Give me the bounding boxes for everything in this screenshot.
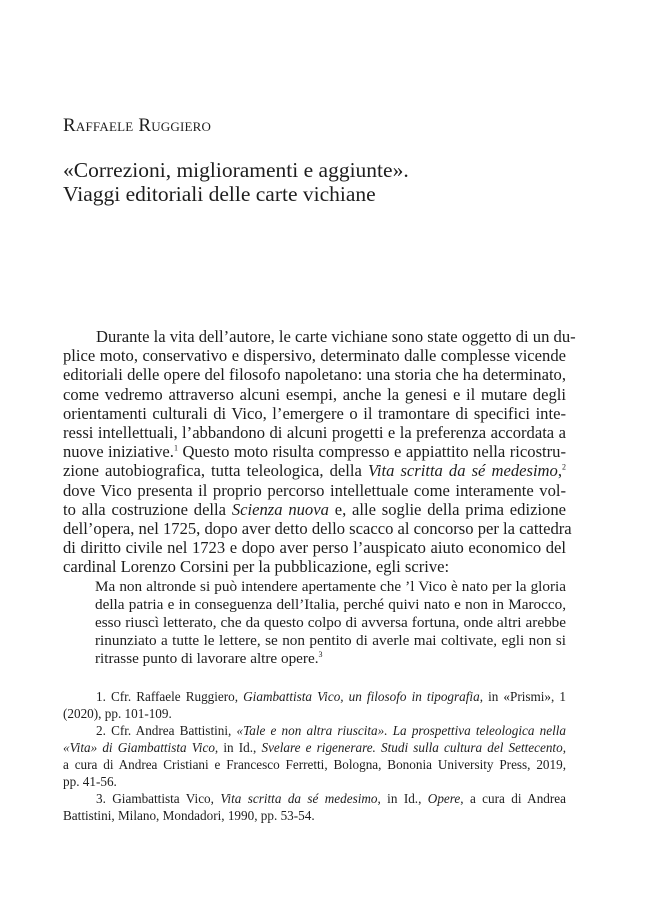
footnote-3 — [63, 790, 566, 807]
author-name: Raffaele Ruggiero — [63, 115, 212, 136]
footnote-text: 1. Cfr. Raffaele Ruggiero, — [96, 689, 244, 704]
body-line: orientamenti culturali di Vico, l’emergere o il tramontare di specifici inte- — [63, 403, 566, 423]
footnote-ref-1[interactable]: 1 — [173, 443, 178, 453]
footnote-text: , in Id., — [377, 791, 428, 806]
body-line: editoriali delle opere del filosofo napoletano: una storia che ha determinato, — [63, 365, 566, 385]
body-line — [63, 500, 566, 519]
footnote-italic: «Tale e non altra riuscita». La prospettiva teleologica nella — [236, 723, 567, 738]
footnote-italic: Vita scritta da sé medesimo — [220, 791, 378, 806]
footnote-ref-2[interactable]: 2 — [562, 462, 566, 472]
quote-line: della patria e in conseguenza dell’Italia, perché quivi nato e non in Marocco, — [95, 596, 566, 613]
footnote-2-cont — [63, 739, 566, 756]
quote-line: esso riuscì letterato, che da questo colpo di avversa fortuna, onde altri arebbe — [95, 614, 566, 631]
body-line — [63, 442, 566, 461]
body-line: di diritto civile nel 1723 e dopo aver perso l’auspicato aiuto economico del — [63, 538, 566, 558]
footnotes — [63, 688, 566, 824]
footnote-text: 2. Cfr. Andrea Battistini, — [96, 723, 237, 738]
body-line-text: e, alle soglie della prima edizione — [328, 499, 567, 519]
footnote-text: , — [562, 740, 566, 755]
quote-line: Ma non altronde si può intendere apertamente che ’l Vico è nato per la gloria — [95, 578, 566, 595]
work-title: Vita scritta da sé medesimo — [367, 461, 558, 481]
footnote-text: , in Id., — [214, 740, 262, 755]
body-line: ressi intellettuali, l’abbandono di alcuni progetti e la preferenza accordata a — [63, 422, 566, 442]
body-line: come vedremo attraverso alcuni esempi, anche la genesi e il mutare degli — [63, 384, 566, 404]
article-title — [63, 158, 409, 206]
footnote-text: 3. Giambattista Vico, — [96, 791, 221, 806]
quote-line-text: ritrasse punto di lavorare altre opere. — [95, 650, 319, 667]
footnote-italic: Opere — [427, 791, 461, 806]
body-text — [63, 327, 576, 577]
footnote-text: , in «Prismi», 1 — [479, 689, 566, 704]
body-line: dell’opera, nel 1725, dopo aver detto dello scacco al concorso per la cattedra — [63, 518, 572, 538]
quote-line: rinunziato a tutte le lettere, se non pentito di averle mai coltivate, egli non si — [95, 632, 566, 649]
footnote-italic: «Vita» di Giambattista Vico — [63, 740, 215, 755]
footnote-1 — [63, 688, 566, 705]
body-line-text: nuove iniziative. — [63, 442, 174, 462]
body-line — [63, 461, 566, 480]
body-line: plice moto, conservativo e dispersivo, determinato dalle complesse vicende — [63, 346, 566, 366]
footnote-ref-3[interactable]: 3 — [318, 649, 323, 659]
block-quote — [95, 578, 566, 668]
footnote-2-cont: a cura di Andrea Cristiani e Francesco Ferretti, Bologna, Bononia University Press, 2019, — [63, 757, 566, 772]
footnote-text: , a cura di Andrea — [460, 791, 566, 806]
work-title: Scienza nuova — [231, 499, 329, 519]
footnote-1-cont: (2020), pp. 101-109. — [63, 706, 172, 721]
body-line-text: Questo moto risulta compresso e appiattito nella ricostru- — [177, 442, 566, 462]
title-line-2: Viaggi editoriali delle carte vichiane — [63, 182, 376, 206]
body-line-text: zione autobiografica, tutta teleologica, della — [63, 461, 368, 481]
quote-line — [95, 650, 566, 668]
body-line-text: to alla costruzione della — [63, 499, 232, 519]
footnote-italic: Svelare e rigenerare. Studi sulla cultura del Settecento — [261, 740, 563, 755]
title-line-1: «Correzioni, miglioramenti e aggiunte». — [63, 158, 409, 182]
body-line: Durante la vita dell’autore, le carte vichiane sono state oggetto di un du- — [96, 327, 576, 346]
footnote-3-cont: Battistini, Milano, Mondadori, 1990, pp. 53-54. — [63, 808, 315, 823]
body-line-text: , — [557, 461, 562, 481]
body-line: cardinal Lorenzo Corsini per la pubblicazione, egli scrive: — [63, 557, 450, 577]
footnote-2 — [63, 722, 566, 739]
body-line: dove Vico presenta il proprio percorso intellettuale come interamente vol- — [63, 480, 566, 500]
footnote-2-cont: pp. 41-56. — [63, 774, 117, 789]
footnote-italic: Giambattista Vico, un filosofo in tipografia — [243, 689, 480, 704]
